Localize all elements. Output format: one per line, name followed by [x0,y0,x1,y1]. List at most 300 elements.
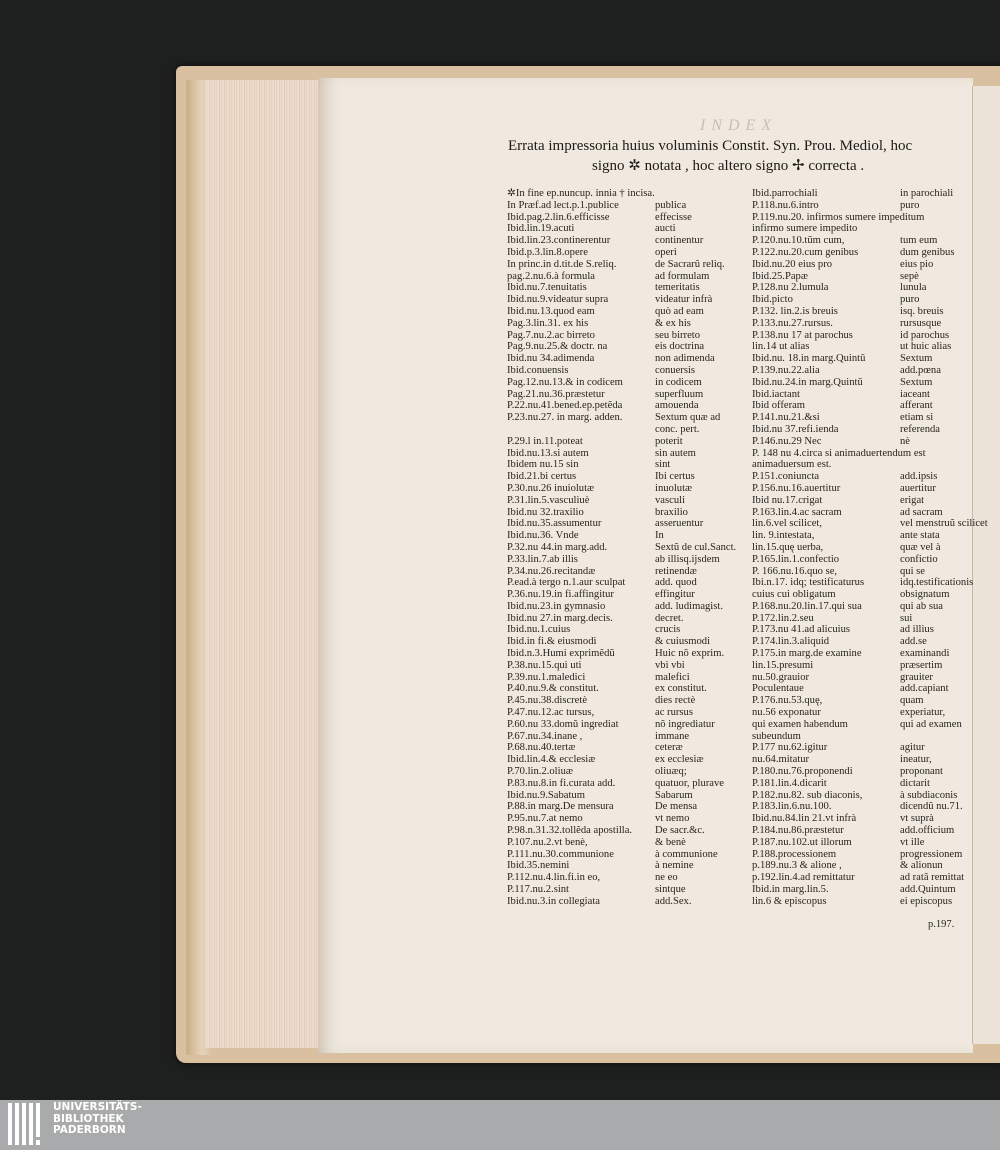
errata-entry [507,389,747,401]
erratum-text: lin.6 & episcopus [752,895,827,907]
errata-entry [752,601,974,613]
correction-text: in parochiali [900,188,954,199]
errata-entry [507,613,747,625]
errata-entry [752,459,974,471]
errata-entry [752,223,974,235]
correction-text: & alionun [900,860,943,872]
erratum-text: p.192.lin.4.ad remittatur [752,872,855,884]
erratum-text: P.88.in marg.De mensura [507,801,614,813]
correction-text: & ex his [655,317,691,329]
correction-text: auertitur [900,482,936,494]
errata-entry [752,306,974,318]
errata-entry [752,353,974,365]
errata-entry [507,683,747,695]
erratum-text: P.165.lin.1.confectio [752,553,840,565]
errata-entry [752,566,974,578]
erratum-text: P.132. lin.2.is breuis [752,305,838,317]
errata-entry [752,235,974,247]
erratum-text: P.38.nu.15.qui uti [507,659,582,671]
correction-text: De sacr.&c. [655,825,705,837]
erratum-text: lin. 9.intestata, [752,530,815,542]
correction-text: ante stata [900,530,940,542]
correction-text: à subdiaconis [900,789,958,801]
erratum-text: lin.6.vel scilicet, [752,518,823,530]
correction-text: superfluum [655,388,704,400]
errata-entry [507,212,747,224]
erratum-text: Ibid.nu 34.adimenda [507,353,595,365]
erratum-text: Ibid.nu.23.in gymnasio [507,600,606,612]
correction-text: obsignatum [900,589,950,601]
errata-entry [507,188,747,200]
correction-text: braxilio [655,506,688,518]
library-footer [0,1100,1000,1150]
erratum-text: Ibid.nu.9.videatur supra [507,294,609,306]
erratum-text: Ibi.n.17. idq; testificaturus [752,577,865,589]
errata-entry [507,589,747,601]
erratum-text: Ibid.nu.7.tenuitatis [507,282,587,294]
erratum-text: lin.15.quę uerba, [752,541,824,553]
correction-text: experiatur, [900,707,946,719]
erratum-text: P.98.n.31.32.tollẽda apostilla. [507,825,633,837]
correction-text: ad formulam [655,270,710,282]
erratum-text: Ibid.nu 27.in marg.decis. [507,612,613,624]
erratum-text: p.189.nu.3 & alione , [752,860,842,872]
erratum-text: P.174.lin.3.aliquid [752,636,830,648]
errata-entry [752,648,974,660]
errata-entry [752,742,974,754]
errata-entry [752,436,974,448]
heading-line-2: signo ✲ notata , hoc altero signo ✢ correcta . [592,158,865,174]
correction-text: temeritatis [655,282,700,294]
correction-text: add.Quintum [900,884,956,896]
library-name-line-1: UNIVERSITÄTS- [53,1101,142,1113]
erratum-text: Ibid.nu 37.refi.ienda [752,423,839,435]
erratum-text: P.141.nu.21.&si [752,412,820,424]
errata-entry [507,377,747,389]
erratum-text: Pag.12.nu.13.& in codicem [507,376,623,388]
errata-entry [507,648,747,660]
erratum-text: Ibid.in fi.& eiusmodi [507,636,597,648]
erratum-text: Ibid.25.Papæ [752,270,808,282]
errata-entry [752,884,974,896]
errata-entry [752,825,974,837]
erratum-text: P.122.nu.20.cum genibus [752,246,859,258]
erratum-text: P.23.nu.27. in marg. adden. [507,412,623,424]
correction-text: præsertim [900,659,943,671]
correction-text: de Sacrarũ reliq. [655,258,725,270]
correction-text: eius pio [900,258,934,270]
correction-text: qui se [900,565,926,577]
correction-text: qui ad examen [900,718,962,730]
correction-text: nè [900,435,910,447]
erratum-text: Ibid.nu.35.assumentur [507,518,602,530]
errata-entry [507,200,747,212]
correction-text: afferant [900,400,933,412]
errata-entry [752,271,974,283]
correction-text: dicendũ nu.71. [900,801,963,813]
errata-entry [752,554,974,566]
erratum-text: P.31.lin.5.vasculiuè [507,494,590,506]
errata-entry [752,542,974,554]
erratum-text: P.187.nu.102.ut illorum [752,836,852,848]
correction-text: isq. breuis [900,305,944,317]
erratum-text: nu.50.grauior [752,671,810,683]
heading-line-1: Errata impressoria huius voluminis Constit. Syn. Prou. Mediol, hoc [508,138,913,154]
erratum-text: P.156.nu.16.auertitur [752,482,841,494]
correction-text: sintque [655,884,686,896]
erratum-text: P.45.nu.38.discretè [507,695,588,707]
errata-entry [752,778,974,790]
erratum-text: P.139.nu.22.alia [752,364,820,376]
erratum-text: Ibid nu.17.crigat [752,494,823,506]
errata-column-right [752,188,988,908]
erratum-text: P.146.nu.29 Nec [752,435,822,447]
errata-entry [752,400,974,412]
correction-text: amouenda [655,400,699,412]
erratum-text: nu.56 exponatur [752,707,821,719]
errata-entry [752,389,974,401]
correction-text: iaceant [900,388,930,400]
errata-heading [508,136,973,176]
correction-text: lunula [900,282,927,294]
erratum-text: P.119.nu.20. infirmos sumere impeditum [752,211,925,223]
correction-text: examinandi [900,648,950,660]
errata-entry [507,318,747,330]
correction-text: add.Sex. [655,895,692,907]
errata-entry [507,872,747,884]
erratum-text: Ibidem nu.15 sin [507,459,579,471]
erratum-text: Pag.9.nu.25.& doctr. na [507,341,608,353]
errata-entry [507,353,747,365]
erratum-text: Ibid.nu.84.lin 21.vt infrà [752,813,857,825]
errata-entry [752,707,974,719]
errata-entry [507,448,747,460]
errata-entry [507,672,747,684]
correction-text: qui ab sua [900,600,943,612]
erratum-text: Ibid.nu.3.in collegiata [507,895,600,907]
errata-entry [507,601,747,613]
erratum-text: P.68.nu.40.tertæ [507,742,576,754]
correction-text: add. ludimagist. [655,600,723,612]
correction-text: non adimenda [655,353,715,365]
errata-entry [752,377,974,389]
correction-text: vasculi [655,494,686,506]
correction-text: crucis [655,624,681,636]
errata-entry [507,813,747,825]
correction-text: add.ipsis [900,471,938,483]
correction-text: à nemine [655,860,694,872]
erratum-text: ✲In fine ep.nuncup. innia † incisa. [507,188,655,199]
correction-text: ac rursus [655,707,693,719]
erratum-text: Pag.7.nu.2.ac birreto [507,329,595,341]
correction-text: sint [655,459,671,471]
errata-entry [752,424,974,436]
erratum-text: P.47.nu.12.ac tursus, [507,707,595,719]
erratum-text: Ibid.lin.19.acuti [507,223,575,235]
correction-text: ex ecclesiæ [655,754,704,766]
errata-entry [507,507,747,519]
erratum-text: P.95.nu.7.at nemo [507,813,583,825]
errata-entry [507,223,747,235]
correction-text: ut huic alias [900,341,952,353]
library-name-line-2: BIBLIOTHEK [53,1112,124,1125]
errata-entry [752,530,974,542]
correction-text: effingitur [655,589,695,601]
correction-text: ab illisq.ijsdem [655,553,720,565]
erratum-text: Ibid.nu.13.quod eam [507,305,595,317]
correction-text: ne eo [655,872,678,884]
erratum-text: P.36.nu.19.in fi.affingitur [507,589,614,601]
correction-text: dies rectè [655,695,696,707]
correction-text: add.officium [900,825,955,837]
correction-text: à communione [655,848,718,860]
errata-entry [507,778,747,790]
errata-entry [752,448,974,460]
page-edges [205,80,323,1048]
erratum-text: lin.14 ut alias [752,341,810,353]
erratum-text: infirmo sumere impedito [752,223,858,235]
errata-entry [507,518,747,530]
errata-entry [507,530,747,542]
erratum-text: P.183.lin.6.nu.100. [752,801,832,813]
erratum-text: Ibid.iactant [752,388,800,400]
erratum-text: P.33.lin.7.ab illis [507,553,578,565]
erratum-text: P.29.l in.11.poteat [507,435,583,447]
correction-text: dum genibus [900,246,955,258]
errata-entry [752,872,974,884]
erratum-text: Ibid.nu.9.Sabatum [507,789,585,801]
correction-text: add.capiant [900,683,949,695]
correction-text: immane [655,730,690,742]
show-through-header: INDEX [700,117,778,134]
errata-entry [752,471,974,483]
erratum-text: Ibid.nu.20 eius pro [752,258,833,270]
errata-entry [507,849,747,861]
errata-entry [752,660,974,672]
correction-text: agitur [900,742,925,754]
correction-text: idq.testificationis [900,577,974,589]
correction-text: sin autem [655,447,696,459]
correction-text: vbi vbi [655,659,685,671]
erratum-text: P.188.processionem [752,848,837,860]
erratum-text: lin.15.presumi [752,659,814,671]
errata-entry [507,400,747,412]
correction-text: erigat [900,494,925,506]
erratum-text: P.163.lin.4.ac sacram [752,506,842,518]
erratum-text: P.107.nu.2.vt benè, [507,836,588,848]
erratum-text: P. 148 nu 4.circa si animaduertendum est [752,447,926,459]
correction-text: Sextum [900,353,933,365]
erratum-text: Ibid.conuensis [507,364,569,376]
errata-entry [507,341,747,353]
erratum-text: Ibid.n.3.Humi exprimẽdũ [507,648,615,660]
correction-text: De mensa [655,801,698,813]
correction-text: publica [655,199,687,211]
correction-text: Sextũ de cul.Sanct. [655,541,737,553]
erratum-text: P.175.in marg.de examine [752,648,862,660]
erratum-text: Ibid.in marg.lin.5. [752,884,829,896]
errata-entry [507,306,747,318]
correction-text: ei episcopus [900,895,953,907]
correction-text: aucti [655,223,676,235]
correction-text: asseruentur [655,518,704,530]
correction-text: add. quod [655,577,697,589]
correction-text: continentur [655,235,704,247]
erratum-text: P.184.nu.86.præstetur [752,825,844,837]
erratum-text: Ibid.p.3.lin.8.opere [507,246,588,258]
correction-text: id parochus [900,329,950,341]
correction-text: conuersis [655,364,696,376]
erratum-text: Pag.21.nu.36.præstetur [507,388,605,400]
erratum-text: P.118.nu.6.intro [752,199,819,211]
errata-entry [507,412,747,424]
errata-entry [752,613,974,625]
correction-text: sepè [900,270,919,282]
library-name-line-3: PADERBORN [53,1124,126,1136]
errata-entry [507,330,747,342]
errata-entry [507,483,747,495]
errata-entry [752,695,974,707]
erratum-text: Ibid.nu.1.cuius [507,624,571,636]
correction-text: Sextum quæ ad [655,412,721,424]
correction-text: add.se [900,636,927,648]
correction-text: Sabarum [655,789,693,801]
correction-text: referenda [900,423,940,435]
errata-entry [752,672,974,684]
errata-entry [507,884,747,896]
erratum-text: P.70.lin.2.oliuæ [507,766,573,778]
erratum-text: Ibid.lin.4.& ecclesiæ [507,754,596,766]
errata-entry [752,683,974,695]
correction-text: oliuæq; [655,766,687,778]
correction-text: vt suprà [900,813,934,825]
erratum-text: Ibid.picto [752,294,793,306]
correction-text: dictarit [900,777,931,789]
erratum-text: P.120.nu.10.tũm cum, [752,235,845,247]
correction-text: proponant [900,766,943,778]
errata-entry [507,436,747,448]
page-number: p.197. [928,919,955,930]
correction-text: quam [900,695,924,707]
correction-text: In [655,530,664,542]
correction-text: nõ ingrediatur [655,718,715,730]
errata-entry [752,341,974,353]
errata-entry [507,577,747,589]
errata-entry [507,271,747,283]
correction-text: poterit [655,435,683,447]
correction-text: vt nemo [655,813,690,825]
erratum-text: pag.2.nu.6.à formula [507,270,595,282]
erratum-text: Ibid offeram [752,400,806,412]
erratum-text: P.83.nu.8.in fi.curata add. [507,777,616,789]
correction-text: & benè [655,836,686,848]
erratum-text: Ibid.nu. 18.in marg.Quintũ [752,353,866,365]
correction-text: in codicem [655,376,702,388]
correction-text: Sextum [900,376,933,388]
correction-text: confictio [900,553,938,565]
errata-entry [752,365,974,377]
errata-entry [752,719,974,731]
correction-text: quò ad eam [655,305,704,317]
correction-text: videatur infrà [655,294,713,306]
erratum-text: P.111.nu.30.communione [507,848,614,860]
correction-text: ineatur, [900,754,932,766]
correction-text: eis doctrina [655,341,705,353]
erratum-text: P.ead.à tergo n.1.aur sculpat [507,577,626,589]
erratum-text: qui examen habendum [752,718,848,730]
errata-entry [507,731,747,743]
errata-entry [507,837,747,849]
errata-entry [752,259,974,271]
erratum-text: In Præf.ad lect.p.1.publice [507,199,619,211]
errata-entry [507,801,747,813]
erratum-text: cuius cui obligatum [752,589,836,601]
erratum-text: P.22.nu.41.bened.ep.petẽda [507,400,623,412]
errata-entry [752,896,974,908]
erratum-text: animaduersum est. [752,459,832,471]
correction-text: Huic nõ exprim. [655,648,725,660]
errata-entry [507,695,747,707]
errata-entry [507,459,747,471]
correction-text: effecisse [655,211,692,223]
errata-entry [752,849,974,861]
erratum-text: Ibid.lin.23.continerentur [507,235,611,247]
errata-entry [507,825,747,837]
erratum-text: P.181.lin.4.dicarit [752,777,827,789]
correction-text: operi [655,246,677,258]
correction-text: etiam si [900,412,934,424]
erratum-text: P.176.nu.53.quę, [752,695,823,707]
correction-text: malefici [655,671,690,683]
erratum-text: In princ.in d.tit.de S.reliq. [507,258,617,270]
errata-entry [752,507,974,519]
correction-text: inuolutæ [655,482,693,494]
errata-entry [507,660,747,672]
erratum-text: P.182.nu.82. sub diaconis, [752,789,863,801]
correction-text: puro [900,199,920,211]
errata-entry [752,589,974,601]
erratum-text: P.67.nu.34.inane , [507,730,583,742]
correction-text: progressionem [900,848,963,860]
correction-text: decret. [655,612,684,624]
erratum-text: P.128.nu 2.lumula [752,282,829,294]
erratum-text: Ibid.parrochiali [752,188,818,199]
errata-entry [752,518,988,530]
correction-text: tum eum [900,235,938,247]
errata-entry [507,542,747,554]
erratum-text: P.168.nu.20.lin.17.qui sua [752,600,862,612]
errata-entry [507,424,747,436]
correction-text: quæ vel à [900,541,941,553]
erratum-text: Ibid.nu.24.in marg.Quintũ [752,376,863,388]
correction-text: sui [900,612,913,624]
errata-entry [507,707,747,719]
erratum-text: P.133.nu.27.rursus. [752,317,833,329]
errata-entry [752,318,974,330]
correction-text: conc. pert. [655,423,700,435]
erratum-text: P.30.nu.26 inuiolutæ [507,482,595,494]
erratum-text: P.177 nu.62.igitur [752,742,828,754]
errata-entry [507,495,747,507]
errata-entry [507,566,747,578]
erratum-text: Ibid.nu.36. Vnde [507,530,579,542]
errata-entry [507,259,747,271]
erratum-text: nu.64.mitatur [752,754,810,766]
errata-entry [752,495,974,507]
errata-entry [752,754,974,766]
errata-entry [507,896,747,908]
erratum-text: P.138.nu 17 at parochus [752,329,853,341]
